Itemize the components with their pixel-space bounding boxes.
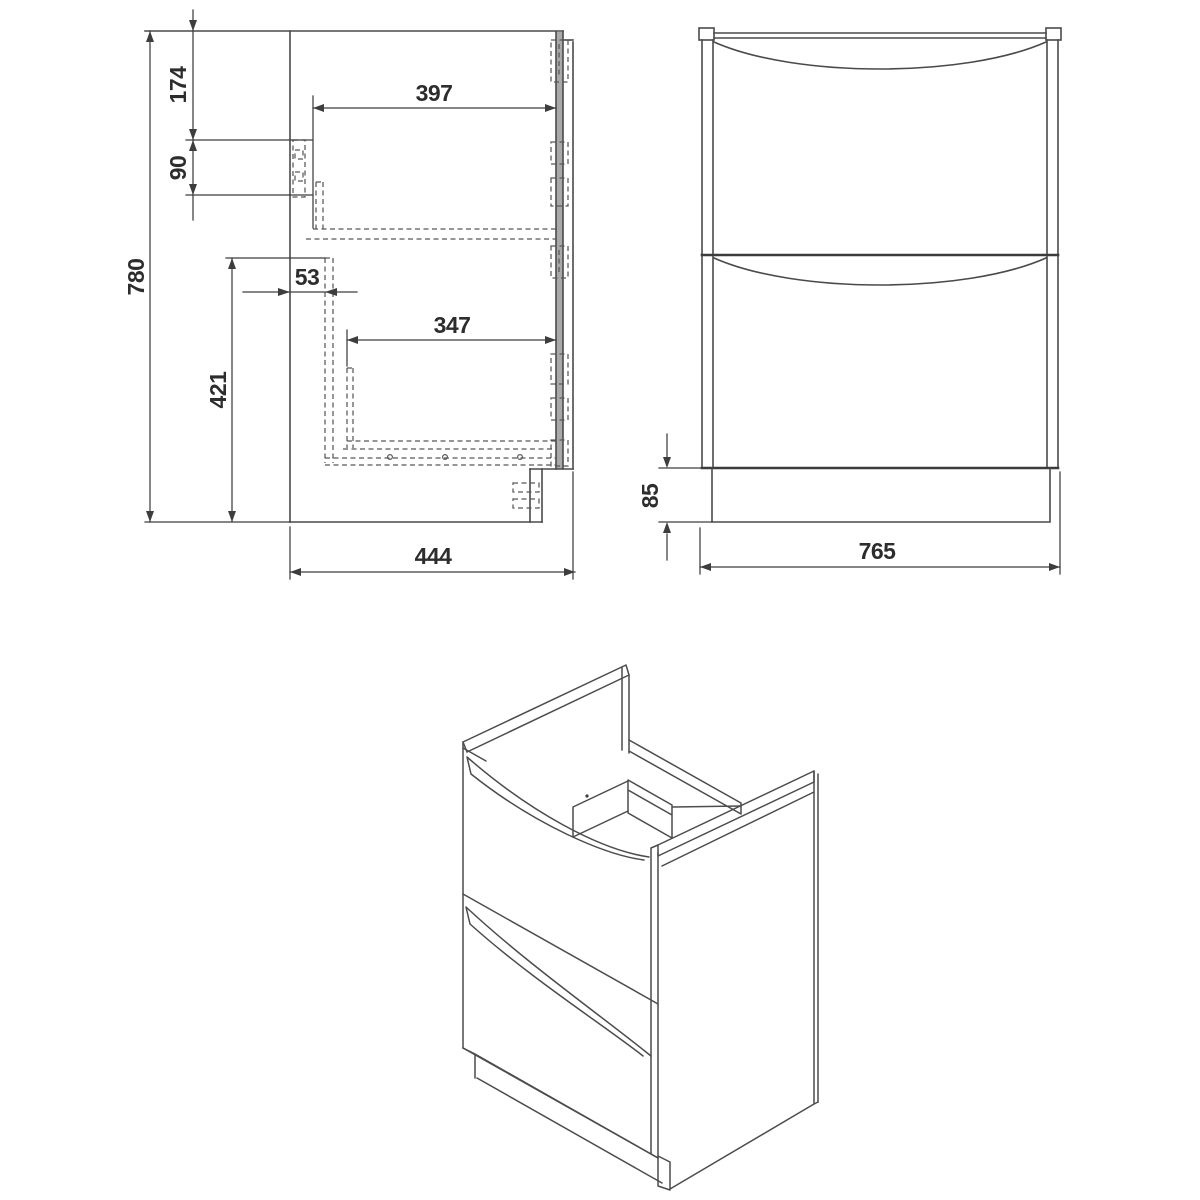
arrowhead-left-icon bbox=[290, 568, 301, 576]
clip-mark-2 bbox=[443, 455, 448, 460]
arrowhead-up-icon bbox=[146, 31, 154, 42]
side-front-band bbox=[557, 32, 564, 469]
iso-drawer-divider bbox=[463, 894, 658, 1004]
dim-back-offset-53 bbox=[243, 264, 357, 296]
iso-interior-shelf-edges bbox=[573, 781, 628, 837]
plinth-outline bbox=[712, 468, 1050, 522]
dim-rail-height-label: 90 bbox=[165, 155, 191, 181]
dim-plinth-height-label: 85 bbox=[637, 483, 663, 509]
clip-mark-3 bbox=[518, 455, 523, 460]
arrowhead-right-icon bbox=[545, 104, 556, 112]
extension-lines bbox=[659, 468, 712, 522]
isometric-view bbox=[463, 665, 818, 1190]
iso-back-left-post bbox=[622, 667, 629, 753]
dim-lower-drawer-depth-347 bbox=[347, 312, 556, 366]
front-top-left-block bbox=[699, 28, 714, 40]
arrowhead-right-icon bbox=[545, 336, 556, 344]
arrowhead-left-icon bbox=[347, 336, 358, 344]
arrowhead-up-icon bbox=[189, 140, 197, 151]
arrowhead-left-icon bbox=[325, 288, 337, 296]
dim-upper-drawer-depth-label: 397 bbox=[415, 80, 453, 106]
iso-right-back-edge bbox=[814, 771, 818, 1104]
arrowhead-left-icon bbox=[313, 104, 324, 112]
back-rail-fixing-1 bbox=[295, 150, 303, 159]
iso-lower-drawer-handle-curve bbox=[466, 907, 651, 1056]
plinth-clip-2 bbox=[513, 499, 539, 508]
dim-overall-depth-label: 444 bbox=[414, 543, 452, 569]
dim-overall-width-label: 765 bbox=[858, 538, 896, 564]
dim-overall-width-765 bbox=[700, 472, 1060, 574]
dim-plinth-height-85 bbox=[637, 434, 712, 560]
iso-right-panel-top-edge bbox=[658, 771, 814, 866]
arrowhead-down-icon bbox=[663, 457, 671, 468]
iso-plinth-front bbox=[463, 1048, 662, 1183]
back-rail-hidden bbox=[293, 140, 305, 197]
arrowhead-down-icon bbox=[146, 511, 154, 522]
iso-recess-top-connector bbox=[673, 806, 741, 807]
arrowhead-down-icon bbox=[189, 129, 197, 140]
dim-upper-drawer-depth-397 bbox=[313, 80, 556, 228]
dim-back-offset-label: 53 bbox=[294, 264, 320, 290]
lower-drawer-back-hidden bbox=[347, 368, 353, 448]
upper-drawer-back-hidden bbox=[316, 182, 323, 229]
lower-drawer-handle-curve bbox=[714, 258, 1046, 285]
back-rail-fixing-2 bbox=[295, 172, 303, 181]
dim-lower-drawer-depth-label: 347 bbox=[433, 312, 471, 338]
arrowhead-right-icon bbox=[1049, 563, 1060, 571]
arrowhead-up-icon bbox=[228, 258, 236, 269]
plinth-clip-1 bbox=[513, 483, 539, 492]
arrowhead-down-icon bbox=[189, 184, 197, 195]
front-view-outline bbox=[699, 28, 1061, 522]
dim-overall-height-label: 780 bbox=[123, 258, 149, 296]
iso-right-bottom-edge bbox=[670, 1102, 818, 1189]
front-top-right-block bbox=[1046, 28, 1061, 40]
dim-lower-section-label: 421 bbox=[205, 371, 231, 409]
iso-left-panel-top-edge bbox=[463, 665, 629, 752]
arrowhead-up-icon bbox=[663, 522, 671, 533]
dim-overall-height-780 bbox=[123, 31, 154, 522]
side-view-hidden-lines bbox=[293, 40, 568, 508]
arrowhead-down-icon bbox=[189, 20, 197, 31]
arrowhead-right-icon bbox=[278, 288, 290, 296]
iso-upper-drawer-handle-curve bbox=[467, 757, 649, 860]
dim-overall-depth-444 bbox=[290, 472, 575, 579]
arrowhead-left-icon bbox=[700, 563, 711, 571]
iso-upper-drawer-top-edge bbox=[463, 748, 486, 761]
iso-back-rail bbox=[629, 740, 741, 814]
side-view-outline bbox=[145, 31, 573, 522]
clip-mark-1 bbox=[388, 455, 393, 460]
front-top-edge bbox=[714, 33, 1046, 38]
front-view bbox=[637, 28, 1061, 574]
dim-top-to-rail-label: 174 bbox=[165, 66, 191, 104]
iso-plinth-right-foot bbox=[658, 1156, 670, 1190]
iso-basin-recess-box bbox=[628, 780, 672, 838]
side-view bbox=[123, 10, 575, 579]
upper-drawer-handle-curve bbox=[714, 42, 1046, 69]
dim-lower-section-421 bbox=[205, 258, 325, 522]
iso-detail-dot bbox=[585, 794, 588, 797]
runner-rail-hidden bbox=[325, 258, 333, 463]
arrowhead-down-icon bbox=[228, 511, 236, 522]
